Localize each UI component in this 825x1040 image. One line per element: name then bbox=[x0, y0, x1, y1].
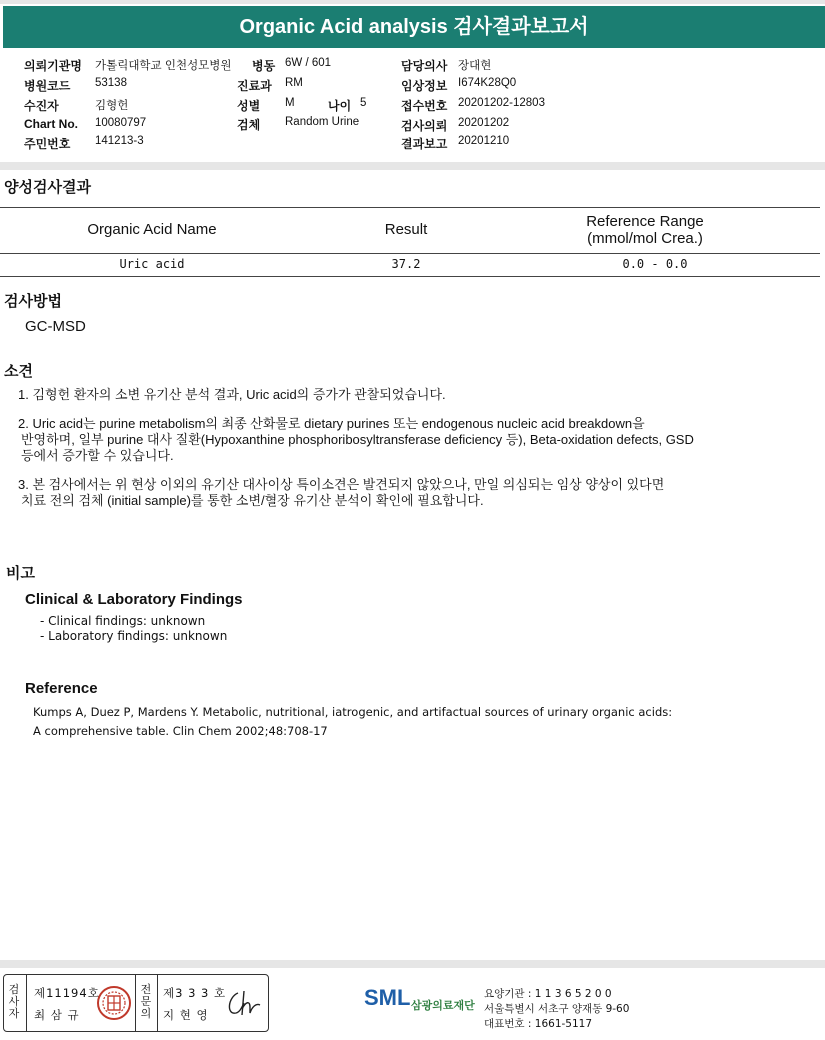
clinical-findings-line: - Clinical findings: unknown bbox=[40, 614, 206, 628]
ward-value: 6W / 601 bbox=[285, 57, 332, 69]
col-header-range: Reference Range bbox=[586, 213, 704, 230]
finding-line-2b: 반영하며, 일부 purine 대사 질환(Hypoxanthine phosphoribosyltransferase deficiency 등), Beta-oxidation defects, GSD bbox=[21, 432, 694, 447]
top-strip bbox=[0, 0, 825, 4]
specialist-label-text: 전문의 bbox=[140, 983, 152, 1020]
signature-box bbox=[3, 974, 269, 1032]
specimen-label: 검체 bbox=[237, 118, 261, 132]
col-header-name: Organic Acid Name bbox=[87, 221, 217, 238]
receipt-value: 20201202-12803 bbox=[458, 97, 545, 109]
method-title: 검사방법 bbox=[4, 292, 62, 310]
lab-findings-line: - Laboratory findings: unknown bbox=[40, 629, 228, 643]
doctor-label: 담당의사 bbox=[401, 59, 448, 73]
hospital-label: 의뢰기관명 bbox=[24, 59, 82, 73]
institution-code: 요양기관 : 1 1 3 6 5 2 0 0 bbox=[484, 988, 612, 1000]
address: 서울특별시 서초구 양재동 9-60 bbox=[484, 1003, 630, 1015]
footer-strip bbox=[0, 960, 825, 968]
cell-range: 0.0 - 0.0 bbox=[622, 257, 688, 271]
reference-title: Reference bbox=[25, 680, 98, 697]
findings-title: 소견 bbox=[4, 362, 33, 380]
sml-logo bbox=[364, 985, 475, 1012]
examiner-label-text: 검사자 bbox=[8, 983, 20, 1020]
examiner-seal-icon bbox=[96, 985, 132, 1021]
request-label: 검사의뢰 bbox=[401, 119, 448, 133]
report-title: Organic Acid analysis 검사결과보고서 bbox=[3, 6, 825, 48]
hospital-value: 가톨릭대학교 인천성모병원 bbox=[95, 60, 232, 72]
sex-value: M bbox=[285, 97, 295, 109]
sex-label: 성별 bbox=[237, 99, 261, 113]
table-header-line bbox=[0, 253, 820, 254]
reference-line-1: Kumps A, Duez P, Mardens Y. Metabolic, nutritional, iatrogenic, and artifactual sources of urinary organic acids: bbox=[33, 705, 673, 719]
dept-label: 진료과 bbox=[237, 79, 272, 93]
hospital-code-value: 53138 bbox=[95, 77, 127, 89]
clinical-info-label: 임상정보 bbox=[401, 79, 448, 93]
examiner-name: 최 삼 규 bbox=[34, 1008, 80, 1022]
ward-label: 병동 bbox=[252, 59, 276, 73]
cell-acid-name: Uric acid bbox=[119, 257, 185, 271]
divider bbox=[135, 975, 136, 1031]
report-date-label: 결과보고 bbox=[401, 137, 448, 151]
phone: 대표번호 : 1661-5117 bbox=[484, 1018, 593, 1030]
col-header-range-unit: (mmol/mol Crea.) bbox=[587, 230, 703, 247]
divider bbox=[157, 975, 158, 1031]
dept-value: RM bbox=[285, 77, 303, 89]
divider bbox=[26, 975, 27, 1031]
hospital-code-label: 병원코드 bbox=[24, 79, 71, 93]
reference-line-2: A comprehensive table. Clin Chem 2002;48:708-17 bbox=[33, 724, 328, 738]
cell-result: 37.2 bbox=[391, 257, 421, 271]
report-date-value: 20201210 bbox=[458, 135, 510, 147]
patient-value: 김형헌 bbox=[95, 100, 129, 112]
finding-line-2a: 2. Uric acid는 purine metabolism의 최종 산화물로 dietary purines 또는 endogenous nucleic acid breakdown을 bbox=[18, 416, 645, 431]
receipt-label: 접수번호 bbox=[401, 99, 448, 113]
table-bottom-line bbox=[0, 276, 820, 277]
id-value: 141213-3 bbox=[95, 135, 144, 147]
remarks-title: 비고 bbox=[6, 564, 35, 582]
chart-value: 10080797 bbox=[95, 117, 147, 129]
method-value: GC-MSD bbox=[25, 318, 86, 335]
logo-text: SML bbox=[364, 985, 411, 1010]
patient-label: 수진자 bbox=[24, 99, 59, 113]
specialist-signature-icon bbox=[224, 987, 264, 1021]
request-value: 20201202 bbox=[458, 117, 510, 129]
finding-line-3a: 3. 본 검사에서는 위 현상 이외의 유기산 대사이상 특이소견은 발견되지 않았으나, 만일 의심되는 임상 양상이 있다면 bbox=[18, 477, 665, 492]
id-label: 주민번호 bbox=[24, 137, 71, 151]
separator bbox=[0, 162, 825, 170]
specialist-number: 제3 3 3 호 bbox=[163, 986, 227, 1000]
examiner-label bbox=[5, 984, 23, 1026]
doctor-value: 장대현 bbox=[458, 60, 492, 72]
clinical-info-value: I674K28Q0 bbox=[458, 77, 517, 89]
age-value: 5 bbox=[360, 97, 367, 109]
logo-subtitle: 삼광의료재단 bbox=[411, 999, 475, 1012]
table-top-line bbox=[0, 207, 820, 208]
patient-info bbox=[0, 55, 825, 155]
chart-label: Chart No. bbox=[24, 117, 78, 131]
positive-results-title: 양성검사결과 bbox=[4, 178, 91, 196]
specialist-name: 지 현 영 bbox=[163, 1008, 209, 1022]
col-header-result: Result bbox=[384, 221, 428, 238]
specimen-value: Random Urine bbox=[285, 116, 360, 128]
examiner-number: 제11194호 bbox=[34, 986, 100, 1000]
finding-line-3b: 치료 전의 검체 (initial sample)를 통한 소변/혈장 유기산 분석이 확인에 필요합니다. bbox=[21, 493, 484, 508]
age-label: 나이 bbox=[328, 99, 352, 113]
clinical-findings-title: Clinical & Laboratory Findings bbox=[25, 591, 243, 608]
finding-line-1: 1. 김형헌 환자의 소변 유기산 분석 결과, Uric acid의 증가가 관찰되었습니다. bbox=[18, 387, 446, 402]
specialist-label bbox=[137, 984, 155, 1026]
finding-line-2c: 등에서 증가할 수 있습니다. bbox=[21, 448, 174, 463]
